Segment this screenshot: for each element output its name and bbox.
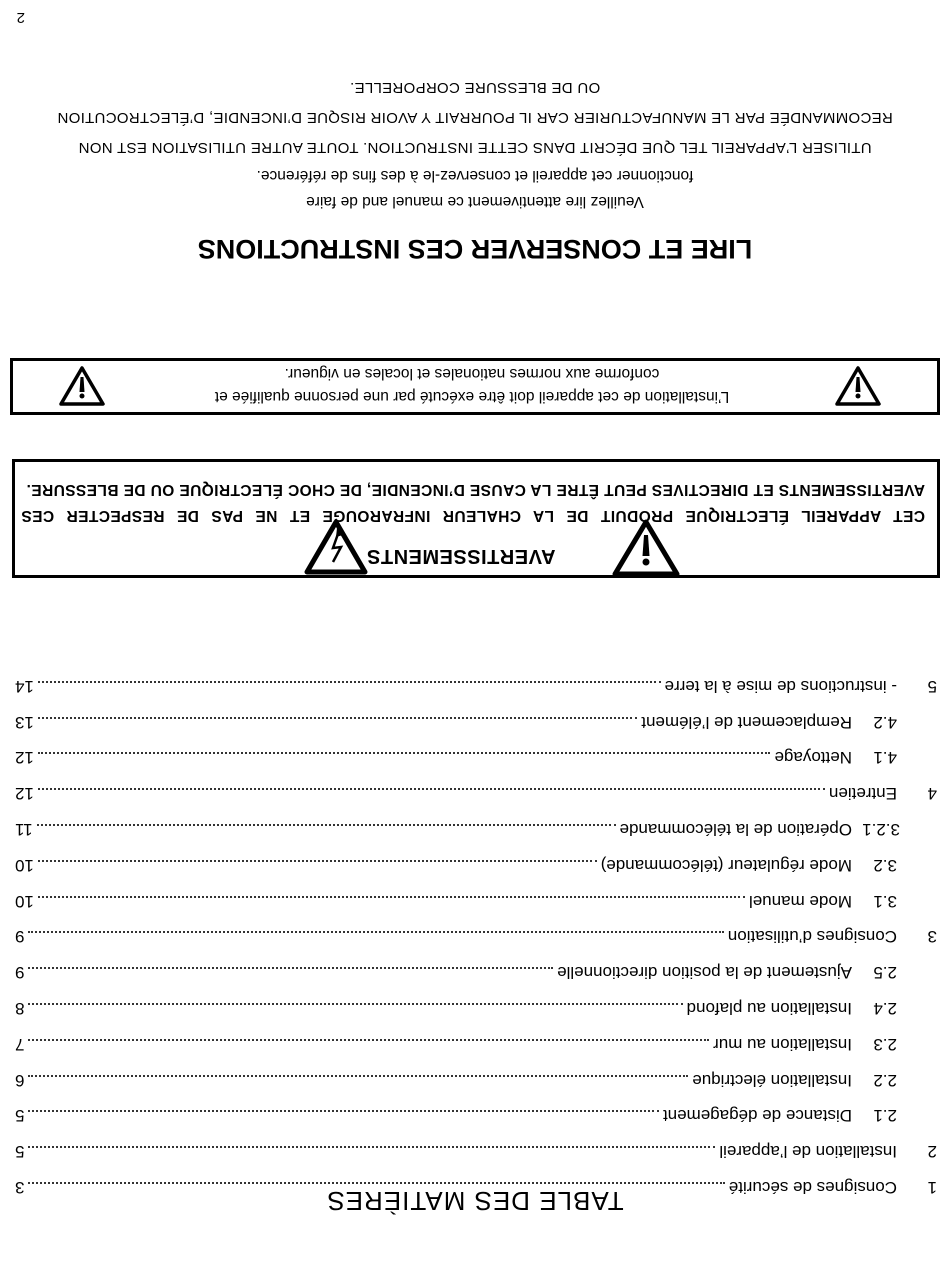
toc-entry	[15, 1069, 937, 1091]
toc-leader-dots	[28, 967, 553, 969]
instructions-subtitle	[0, 162, 950, 214]
toc-leader-dots	[38, 788, 825, 790]
toc-entry-number: 3.1	[873, 891, 897, 911]
page-number: 2	[16, 9, 25, 26]
toc-leader-dots	[28, 1146, 715, 1148]
toc-entry-number: 3.2	[873, 855, 897, 875]
toc-entry-number: 3	[927, 927, 937, 947]
toc-entry	[15, 1176, 937, 1198]
toc-entry-title: Nettoyage	[774, 748, 852, 768]
toc-entry-title: Distance de dégagement	[662, 1106, 852, 1126]
toc-entry	[15, 782, 937, 804]
toc-leader-dots	[38, 752, 771, 754]
toc-entry-number: 2.3	[873, 1034, 897, 1054]
toc-entry	[15, 1104, 937, 1126]
installation-notice-text: L’installation de cet appareil doit être exécuté par une personne qualifiée et conforme aux normes nationales et locales en vigueur.	[214, 365, 730, 405]
notice-line: RECOMMANDÉE PAR LE MANUFACTURIER CAR IL POURRAIT Y AVOIR RISQUE D’INCENDIE, D’ÉLECTROCUTION	[57, 109, 893, 126]
toc-entry-number: 2.2	[873, 1070, 897, 1090]
instructions-title: LIRE ET CONSERVER CES INSTRUCTIONS	[197, 234, 753, 264]
toc-entry-number: 2.1	[873, 1106, 897, 1126]
toc-leader-dots	[28, 1182, 724, 1184]
toc-entry	[15, 961, 937, 983]
toc-entry-number: 4.2	[873, 712, 897, 732]
toc-entry-title: Installation au plafond	[686, 999, 852, 1018]
toc-entry	[15, 890, 937, 912]
toc-entry-page: 13	[15, 712, 34, 732]
toc-leader-dots	[28, 931, 723, 933]
toc-entry-page: 12	[15, 748, 34, 768]
toc-title: TABLE DES MATIÈRES	[326, 1186, 624, 1216]
toc-entry-title: Installation au mur	[713, 1034, 852, 1054]
toc-entry	[15, 746, 937, 768]
toc-leader-dots	[38, 717, 637, 719]
toc-entry-title: Remplacement de l’élément	[641, 712, 852, 732]
toc-entry-number: 5	[927, 676, 937, 696]
toc-entry-title: Mode régulateur (télécommande)	[600, 855, 852, 875]
toc-leader-dots	[28, 1110, 659, 1112]
toc-leader-dots	[28, 1003, 682, 1005]
subtitle-line: fonctionner cet appareil et conservez-le à des fins de référence.	[256, 167, 694, 184]
warning-text: CET APPAREIL ÉLECTRIQUE PRODUIT DE LA CHALEUR INFRAROUGE ET NE PAS DE RESPECTER CES AVERTISSEMENTS ET DIRECTIVES PEUT ÊTRE LA CAUSE D’INCENDIE, DE CHOC ÉLECTRIQUE OU DE BLESSURE.	[21, 481, 925, 524]
toc-entry	[15, 1033, 937, 1055]
toc-leader-dots	[38, 860, 597, 862]
toc-entry-title: Installation électrique	[692, 1070, 852, 1090]
toc-leader-dots	[38, 896, 745, 898]
toc-entry	[15, 997, 937, 1019]
toc-entry-page: 11	[15, 820, 33, 839]
toc-entry-page: 5	[15, 1142, 25, 1162]
toc-entry-number: 2	[927, 1142, 937, 1162]
toc-entry-page: 12	[15, 784, 34, 804]
toc-entry-page: 14	[15, 676, 34, 696]
toc-entry-number: 3.2.1	[862, 820, 900, 839]
notice-line: UTILISER L’APPAREIL TEL QUE DÉCRIT DANS CETTE INSTRUCTION. TOUTE AUTRE UTILISATION EST NON	[78, 139, 872, 156]
toc-entry-page: 3	[15, 1178, 25, 1197]
toc-leader-dots	[37, 824, 616, 826]
toc-entry-page: 10	[15, 855, 34, 875]
toc-entry-title: Mode manuel	[748, 891, 852, 911]
warning-box	[12, 459, 940, 578]
toc-entry	[15, 1140, 937, 1162]
toc-entry-page: 10	[15, 891, 34, 911]
toc-entry-title: Ajustement de la position directionnelle	[557, 963, 852, 983]
warning-title: AVERTISSEMENTS	[366, 545, 556, 567]
subtitle-line: Veuillez lire attentivement ce manuel and de faire	[306, 193, 644, 210]
notice-line: OU DE BLESSURE CORPORELLE.	[349, 79, 601, 96]
toc-entry-title: Consignes de sécurité	[728, 1178, 897, 1197]
toc-entry-number: 4	[927, 784, 937, 804]
toc-entry-number: 2.4	[873, 999, 897, 1018]
toc-entry-title: Consignes d’utilisation	[727, 927, 897, 947]
toc-entry-number: 1	[927, 1178, 937, 1197]
usage-notice	[0, 72, 950, 162]
installation-notice-box	[10, 358, 940, 415]
toc-leader-dots	[38, 681, 661, 683]
toc-entry-page: 7	[15, 1034, 25, 1054]
toc-entry-page: 6	[15, 1070, 25, 1090]
toc-entry-number: 2.5	[873, 963, 897, 983]
toc-entry	[15, 854, 937, 876]
toc-entry-title: - instructions de mise à la terre	[664, 676, 897, 696]
toc-entry-title: Installation de l’appareil	[719, 1142, 897, 1162]
toc-entry-page: 5	[15, 1106, 25, 1126]
toc-entry	[15, 818, 937, 840]
toc-leader-dots	[28, 1039, 709, 1041]
toc-leader-dots	[28, 1075, 688, 1077]
toc-entry-page: 9	[15, 927, 25, 947]
toc-entry-page: 8	[15, 999, 25, 1018]
toc-entry-title: Entretien	[828, 784, 897, 804]
warning-triangle-icon	[58, 364, 106, 408]
toc-entry-title: Opération de la télécommande	[619, 820, 852, 839]
toc-entry	[15, 675, 937, 697]
toc-entry	[15, 711, 937, 733]
toc-entry-page: 9	[15, 963, 25, 983]
warning-triangle-icon	[834, 364, 882, 408]
toc-entry	[15, 925, 937, 947]
toc-entry-number: 4.1	[873, 748, 897, 768]
